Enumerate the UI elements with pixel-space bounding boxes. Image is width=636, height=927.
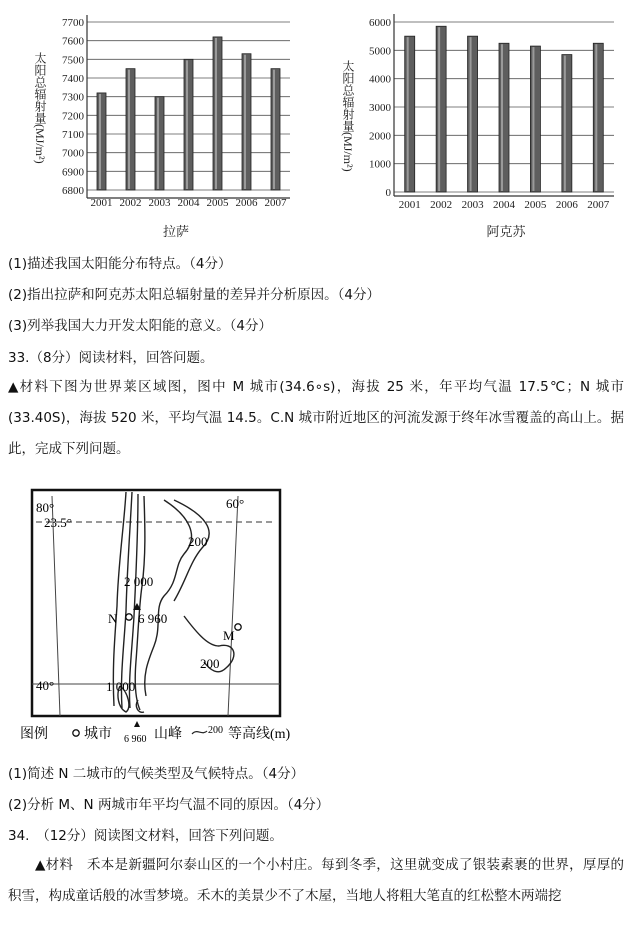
lhasa-x-tick-label: 2003 [148,197,171,209]
q34-header: 34. （12分）阅读图文材料，回答下列问题。 [8,828,283,844]
lhasa-x-tick-label: 2007 [264,197,287,209]
legend-contour: 等高线(m) [228,727,291,742]
label-contour-200-a: 200 [188,534,208,549]
lhasa-bar-2003 [155,97,164,190]
label-contour-1000: 1 000 [106,679,136,694]
aksu-bar-highlight [438,27,440,191]
lhasa-bar-highlight [99,94,101,189]
aksu-chart [318,0,636,245]
aksu-x-tick-label: 2006 [555,199,578,211]
aksu-y-tick-label: 2000 [369,130,391,143]
q33-header: 33.（8分）阅读材料，回答问题。 [8,350,214,366]
lhasa-y-tick-label: 6900 [62,166,84,179]
question-3: (3)列举我国大力开发太阳能的意义。（4分） [8,318,272,334]
aksu-y-ticks [369,17,392,199]
aksu-x-ticks [399,199,610,211]
lhasa-bar-2007 [271,69,280,190]
lhasa-chart [0,0,300,245]
label-peak: 6 960 [138,611,168,626]
aksu-bar-highlight [470,37,472,191]
aksu-y-tick-label: 3000 [369,102,391,114]
aksu-y-tick-label: 4000 [369,73,391,86]
label-lat-40: 40° [36,678,55,693]
lhasa-y-tick-label: 6800 [62,185,84,197]
aksu-y-tick-label: 1000 [369,158,391,171]
aksu-bar-2001 [405,36,415,192]
aksu-x-tick-label: 2002 [430,199,453,211]
label-lat-23: 23.5° [44,515,72,530]
lhasa-y-tick-label: 7400 [62,73,84,85]
city-n-marker [126,614,132,620]
aksu-bar-2005 [530,46,540,192]
legend-title: 图例 [20,727,48,742]
q33-material: ▲材料下图为世界莱区域图，图中 M 城市(34.6∘s)，海拔 25 米，年平均气温 17.5℃；N 城市(33.40S)，海拔 520 米，平均气温 14.5。C.N 城市附近地区的河流发源于终年冰雪覆盖的高山上。据此，完成下列问题。 [8,379,624,457]
lhasa-y-tick-label: 7500 [62,54,84,67]
lhasa-y-tick-label: 7000 [62,147,84,160]
lhasa-bar-highlight [273,70,275,189]
aksu-bar-2006 [562,55,572,192]
aksu-bar-2004 [499,43,509,192]
lhasa-y-label: 太阳总辐射量(MJ/m²) [33,52,47,164]
aksu-y-tick-label: 5000 [369,45,391,58]
q33-question-1: (1)简述 N 二城市的气候类型及气候特点。（4分） [8,766,305,782]
question-1: (1)描述我国太阳能分布特点。（4分） [8,256,232,272]
aksu-bar-highlight [595,44,597,191]
lhasa-bar-2006 [242,54,251,190]
aksu-bar-highlight [501,44,503,191]
lhasa-x-tick-label: 2006 [235,197,258,209]
label-lon-80: 80° [36,500,55,515]
lhasa-bars [97,37,280,190]
lhasa-bar-highlight [157,98,159,189]
lhasa-bar-2004 [184,59,193,190]
aksu-bar-2003 [468,36,478,192]
lhasa-bar-2005 [213,37,222,190]
aksu-y-tick-label: 6000 [369,17,391,29]
lhasa-bar-highlight [186,60,188,189]
lhasa-x-tick-label: 2002 [119,197,142,209]
lhasa-x-tick-label: 2004 [177,197,200,209]
legend-peak-icon [134,721,140,727]
lhasa-x-tick-label: 2001 [90,197,113,209]
lhasa-y-tick-label: 7300 [62,91,84,104]
legend-contour-icon [192,731,207,734]
lhasa-x-tick-label: 2005 [206,197,229,209]
q33-question-2: (2)分析 M、N 两城市年平均气温不同的原因。（4分） [8,797,330,813]
q34-material: ▲材料 禾本是新疆阿尔泰山区的一个小村庄。每到冬季，这里就变成了银装素裹的世界，厚厚的积雪，构成童话般的冰雪梦境。禾木的美景少不了木屋，当地人将粗大笔直的红松整木两端挖 [8,857,624,904]
aksu-y-tick-label: 0 [385,187,391,199]
lhasa-y-tick-label: 7600 [62,35,84,48]
city-m-marker [235,624,241,630]
aksu-x-tick-label: 2004 [493,199,515,211]
lhasa-bar-highlight [244,55,246,189]
lhasa-bar-2002 [126,69,135,190]
lhasa-y-tick-label: 7700 [62,17,84,29]
lhasa-y-tick-label: 7100 [62,129,84,141]
south-america-map [14,486,314,746]
meridian-60 [228,496,238,716]
label-city-n: N [108,611,118,626]
lhasa-bar-highlight [128,70,130,189]
aksu-bar-highlight [532,47,534,191]
legend-contour-value: 200 [208,725,223,736]
aksu-x-label: 阿克苏 [486,224,526,239]
legend-peak: 山峰 [154,727,182,742]
legend-peak-value: 6 960 [124,734,147,745]
aksu-x-tick-label: 2007 [587,199,610,211]
label-lon-60: 60° [226,496,245,511]
aksu-bar-highlight [564,56,566,191]
aksu-bar-2002 [436,26,446,192]
lhasa-x-label: 拉萨 [162,224,190,239]
lhasa-bar-highlight [215,38,217,189]
aksu-x-tick-label: 2003 [461,199,484,211]
aksu-bar-highlight [407,37,409,191]
legend-city: 城市 [84,727,112,742]
aksu-bars [405,26,604,192]
label-contour-2000: 2 000 [124,574,154,589]
question-2: (2)指出拉萨和阿克苏太阳总辐射量的差异并分析原因。（4分） [8,287,380,303]
label-city-m: M [223,628,235,643]
label-contour-200-b: 200 [200,656,220,671]
aksu-x-tick-label: 2001 [398,199,421,211]
lhasa-bar-2001 [97,93,106,190]
lhasa-y-ticks [62,17,85,197]
lhasa-x-ticks [91,197,288,209]
aksu-y-label: 太阳总辐射量(MJ/m²) [341,60,355,172]
aksu-bar-2007 [593,43,603,192]
aksu-x-tick-label: 2005 [524,199,547,211]
legend-city-icon [73,730,79,736]
lhasa-y-tick-label: 7200 [62,110,84,123]
